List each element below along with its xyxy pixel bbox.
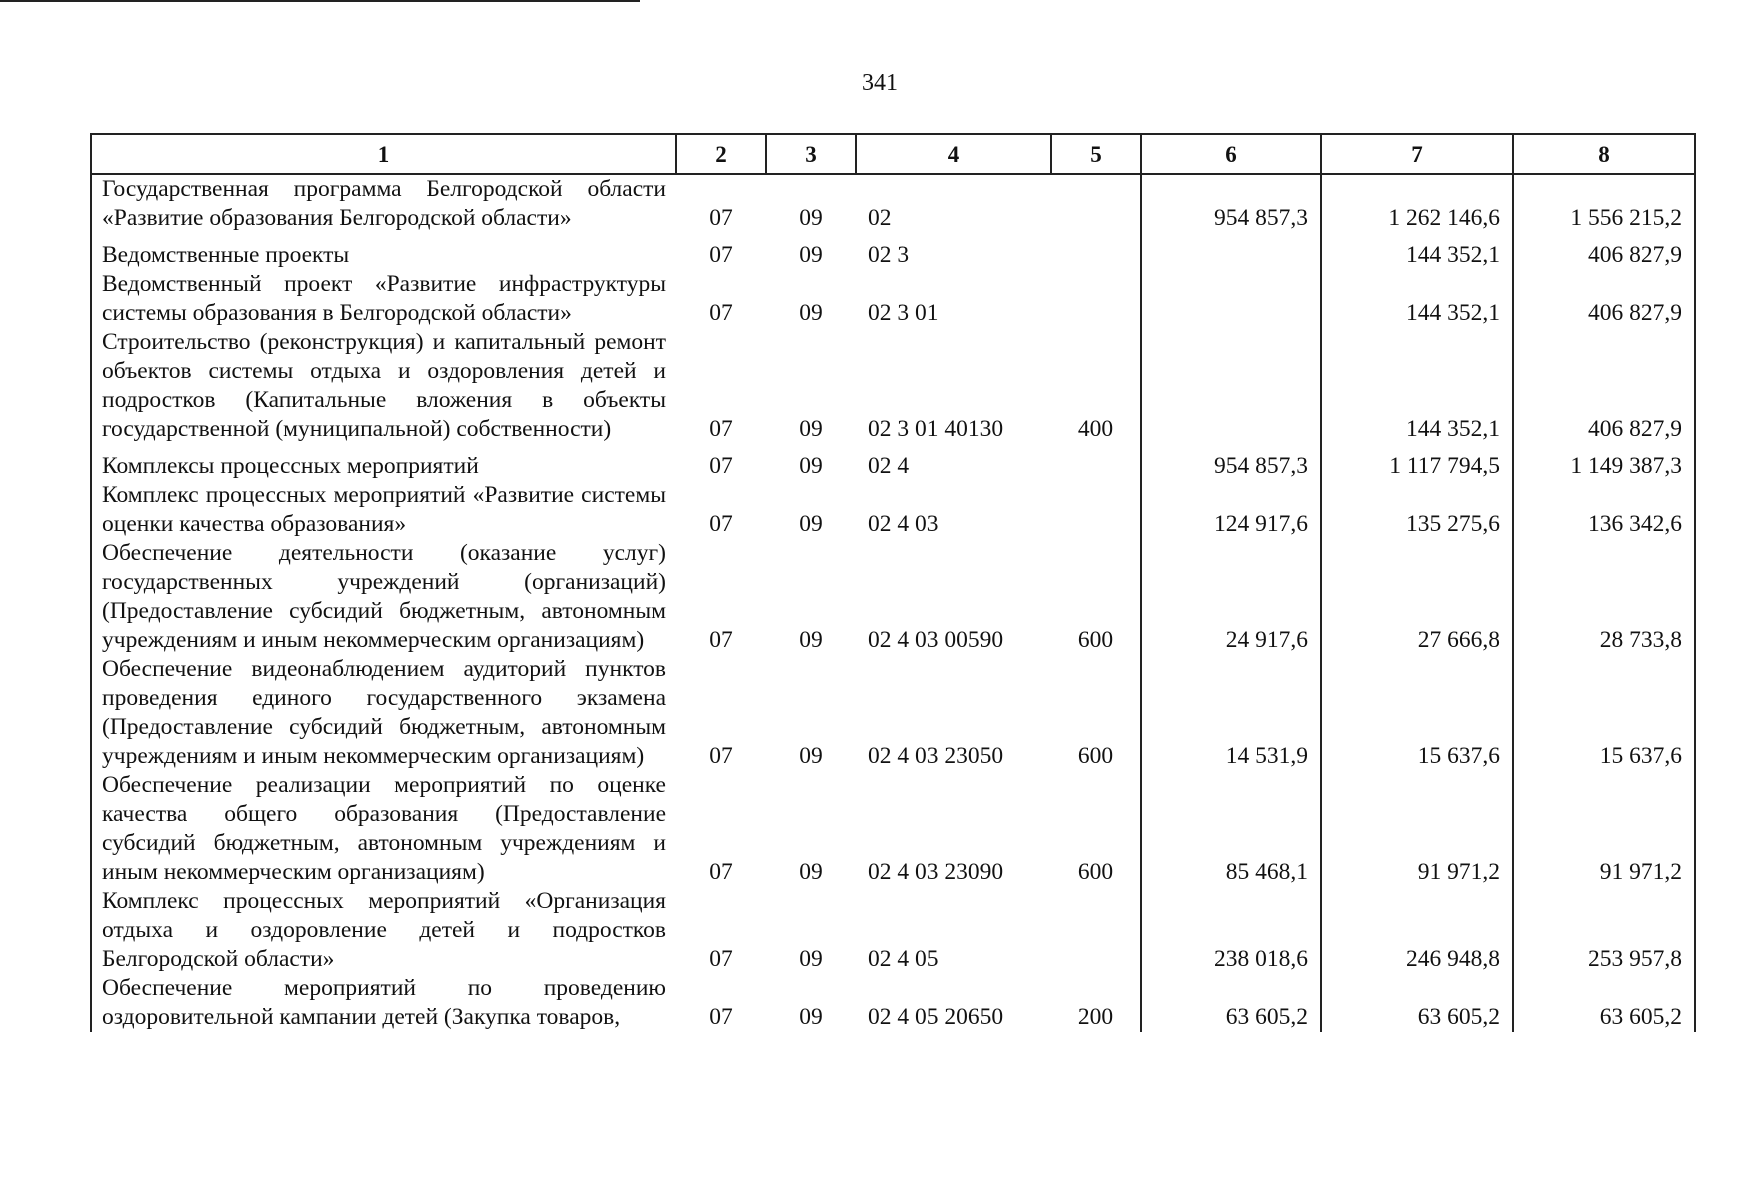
amount-col-8: 15 637,6 <box>1513 655 1695 771</box>
expense-type-code: 600 <box>1077 627 1114 653</box>
expense-type-code <box>1051 887 1141 974</box>
amount-col-7: 144 352,1 <box>1321 328 1513 444</box>
amount-col-6: 24 917,6 <box>1141 539 1321 655</box>
target-article-code: 02 3 01 <box>868 300 939 326</box>
target-article-code: 02 4 <box>868 453 910 479</box>
budget-table <box>90 133 1696 1032</box>
amount-col-6 <box>1141 328 1321 444</box>
section-code: 07 <box>709 859 733 885</box>
amount-col-6: 85 468,1 <box>1141 771 1321 887</box>
table-row <box>91 887 1695 974</box>
amount-col-6: 954 857,3 <box>1141 174 1321 233</box>
target-article-code: 02 4 03 23090 <box>868 859 1004 885</box>
section-code: 07 <box>709 242 733 268</box>
subsection-code: 09 <box>799 859 823 885</box>
row-name: Обеспечение деятельности (оказание услуг) государственных учреждений (организаций) (Предоставление субсидий бюджетным, автономным учреждениям и иным некоммерческим организациям) <box>91 539 676 655</box>
row-name: Обеспечение реализации мероприятий по оценке качества общего образования (Предоставление субсидий бюджетным, автономным учреждениям и иным некоммерческим организациям) <box>91 771 676 887</box>
amount-col-7: 1 117 794,5 <box>1321 444 1513 481</box>
column-header: 6 <box>1141 134 1321 174</box>
amount-col-8: 136 342,6 <box>1513 481 1695 539</box>
expense-type-code <box>1051 444 1141 481</box>
row-name: Государственная программа Белгородской области «Развитие образования Белгородской области» <box>91 174 676 233</box>
amount-col-6 <box>1141 233 1321 270</box>
section-code: 07 <box>709 511 733 537</box>
top-rule <box>0 0 640 2</box>
subsection-code: 09 <box>799 946 823 972</box>
table-row <box>91 539 1695 655</box>
row-name: Обеспечение мероприятий по проведению оздоровительной кампании детей (Закупка товаров, <box>91 974 676 1032</box>
amount-col-7: 144 352,1 <box>1321 270 1513 328</box>
column-header: 3 <box>766 134 856 174</box>
amount-col-8: 406 827,9 <box>1513 270 1695 328</box>
target-article-code: 02 3 <box>868 242 910 268</box>
table-row <box>91 270 1695 328</box>
expense-type-code: 200 <box>1077 1004 1114 1030</box>
expense-type-code: 600 <box>1077 743 1114 769</box>
subsection-code: 09 <box>799 205 823 231</box>
amount-col-8: 91 971,2 <box>1513 771 1695 887</box>
column-header: 7 <box>1321 134 1513 174</box>
amount-col-6: 14 531,9 <box>1141 655 1321 771</box>
row-name: Ведомственные проекты <box>91 233 676 270</box>
section-code: 07 <box>709 300 733 326</box>
expense-type-code: 600 <box>1077 859 1114 885</box>
amount-col-7: 27 666,8 <box>1321 539 1513 655</box>
amount-col-7: 63 605,2 <box>1321 974 1513 1032</box>
amount-col-7: 15 637,6 <box>1321 655 1513 771</box>
table-row <box>91 444 1695 481</box>
section-code: 07 <box>709 627 733 653</box>
section-code: 07 <box>709 946 733 972</box>
amount-col-7: 91 971,2 <box>1321 771 1513 887</box>
table-row <box>91 655 1695 771</box>
subsection-code: 09 <box>799 300 823 326</box>
section-code: 07 <box>709 1004 733 1030</box>
table-row <box>91 481 1695 539</box>
target-article-code: 02 <box>868 205 892 231</box>
row-name: Комплекс процессных мероприятий «Развитие системы оценки качества образования» <box>91 481 676 539</box>
row-name: Комплекс процессных мероприятий «Организация отдыха и оздоровление детей и подростков Белгородской области» <box>91 887 676 974</box>
amount-col-7: 246 948,8 <box>1321 887 1513 974</box>
subsection-code: 09 <box>799 743 823 769</box>
amount-col-6: 238 018,6 <box>1141 887 1321 974</box>
row-name: Обеспечение видеонаблюдением аудиторий пунктов проведения единого государственного экзамена (Предоставление субсидий бюджетным, автономным учреждениям и иным некоммерческим организациям) <box>91 655 676 771</box>
amount-col-8: 1 149 387,3 <box>1513 444 1695 481</box>
amount-col-6: 63 605,2 <box>1141 974 1321 1032</box>
amount-col-8: 1 556 215,2 <box>1513 174 1695 233</box>
amount-col-8: 406 827,9 <box>1513 328 1695 444</box>
expense-type-code <box>1051 270 1141 328</box>
column-header: 1 <box>91 134 676 174</box>
subsection-code: 09 <box>799 453 823 479</box>
section-code: 07 <box>709 416 733 442</box>
amount-col-7: 1 262 146,6 <box>1321 174 1513 233</box>
row-name: Ведомственный проект «Развитие инфраструктуры системы образования в Белгородской области» <box>91 270 676 328</box>
expense-type-code <box>1051 233 1141 270</box>
expense-type-code <box>1051 481 1141 539</box>
section-code: 07 <box>709 743 733 769</box>
column-header: 8 <box>1513 134 1695 174</box>
table-row <box>91 974 1695 1032</box>
table-row <box>91 328 1695 444</box>
subsection-code: 09 <box>799 511 823 537</box>
subsection-code: 09 <box>799 1004 823 1030</box>
expense-type-code <box>1051 174 1141 233</box>
amount-col-6 <box>1141 270 1321 328</box>
row-name: Комплексы процессных мероприятий <box>91 444 676 481</box>
amount-col-8: 406 827,9 <box>1513 233 1695 270</box>
section-code: 07 <box>709 453 733 479</box>
amount-col-7: 144 352,1 <box>1321 233 1513 270</box>
amount-col-8: 63 605,2 <box>1513 974 1695 1032</box>
row-name: Строительство (реконструкция) и капитальный ремонт объектов системы отдыха и оздоровления детей и подростков (Капитальные вложения в объекты государственной (муниципальной) собственности) <box>91 328 676 444</box>
header-row <box>91 134 1695 174</box>
target-article-code: 02 4 05 <box>868 946 939 972</box>
target-article-code: 02 4 03 23050 <box>868 743 1004 769</box>
table-body <box>91 174 1695 1032</box>
amount-col-6: 954 857,3 <box>1141 444 1321 481</box>
section-code: 07 <box>709 205 733 231</box>
target-article-code: 02 4 03 <box>868 511 939 537</box>
amount-col-8: 253 957,8 <box>1513 887 1695 974</box>
table-row <box>91 174 1695 233</box>
table-row <box>91 771 1695 887</box>
subsection-code: 09 <box>799 416 823 442</box>
table-row <box>91 233 1695 270</box>
column-header: 5 <box>1051 134 1141 174</box>
target-article-code: 02 4 03 00590 <box>868 627 1004 653</box>
subsection-code: 09 <box>799 627 823 653</box>
page-number: 341 <box>862 70 898 96</box>
target-article-code: 02 4 05 20650 <box>868 1004 1004 1030</box>
amount-col-8: 28 733,8 <box>1513 539 1695 655</box>
column-header: 2 <box>676 134 766 174</box>
target-article-code: 02 3 01 40130 <box>868 416 1004 442</box>
expense-type-code: 400 <box>1077 416 1114 442</box>
subsection-code: 09 <box>799 242 823 268</box>
amount-col-7: 135 275,6 <box>1321 481 1513 539</box>
column-header: 4 <box>856 134 1051 174</box>
amount-col-6: 124 917,6 <box>1141 481 1321 539</box>
